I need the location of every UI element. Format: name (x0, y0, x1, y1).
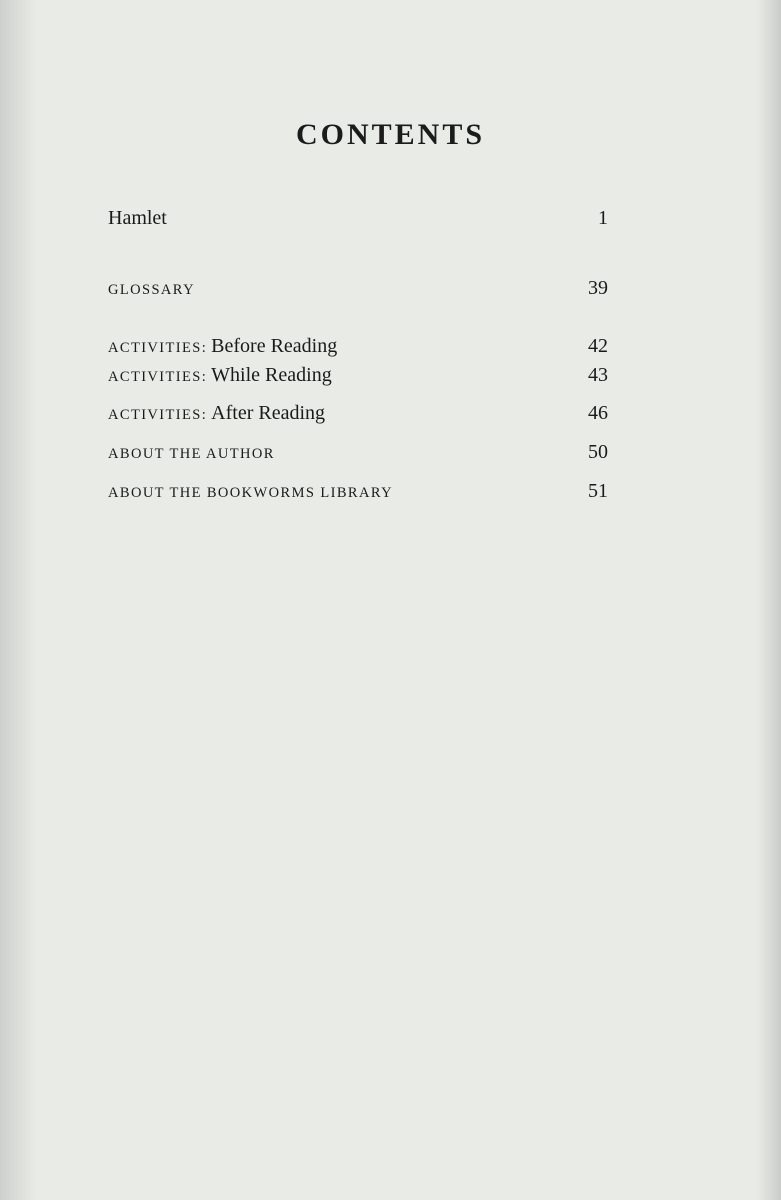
toc-entry-prefix: ABOUT THE AUTHOR (108, 446, 275, 462)
toc-entry-label (108, 364, 332, 387)
toc-entry-page: 39 (588, 277, 608, 299)
toc-entry-title: After Reading (211, 402, 326, 424)
toc-entry-activities-before (108, 328, 608, 358)
toc-entry-prefix: ACTIVITIES: (108, 407, 208, 423)
toc-entry-prefix: ACTIVITIES: (108, 340, 208, 356)
toc-entry-title: Hamlet (108, 207, 167, 229)
toc-entry-about-author (108, 434, 608, 464)
toc-entry-hamlet (108, 200, 608, 230)
toc-entry-page: 1 (598, 207, 608, 229)
toc-entry-prefix: GLOSSARY (108, 282, 195, 298)
toc-entry-prefix: ACTIVITIES: (108, 369, 208, 385)
toc-entry-glossary (108, 270, 608, 300)
toc-entry-page: 46 (588, 402, 608, 424)
toc-entry-page: 42 (588, 335, 608, 357)
toc-entry-activities-while (108, 357, 608, 387)
toc-entry-label (108, 277, 195, 300)
toc-entry-label (108, 480, 393, 503)
toc-entry-page: 51 (588, 480, 608, 502)
page-edge-shadow (757, 0, 781, 1200)
toc-entry-title: Before Reading (211, 335, 338, 357)
toc-entry-prefix: ABOUT THE BOOKWORMS LIBRARY (108, 485, 393, 501)
page-gutter-shadow (0, 0, 36, 1200)
toc-entry-page: 43 (588, 364, 608, 386)
toc-entry-label (108, 441, 275, 464)
toc-entry-activities-after (108, 395, 608, 425)
toc-entry-title: While Reading (211, 364, 332, 386)
toc-entry-label (108, 402, 325, 425)
contents-title (0, 118, 781, 152)
toc-entry-label (108, 335, 337, 358)
toc-entry-label (108, 207, 167, 230)
toc-entry-about-library (108, 473, 608, 503)
toc-entry-page: 50 (588, 441, 608, 463)
contents-title-text: CONTENTS (295, 118, 486, 151)
